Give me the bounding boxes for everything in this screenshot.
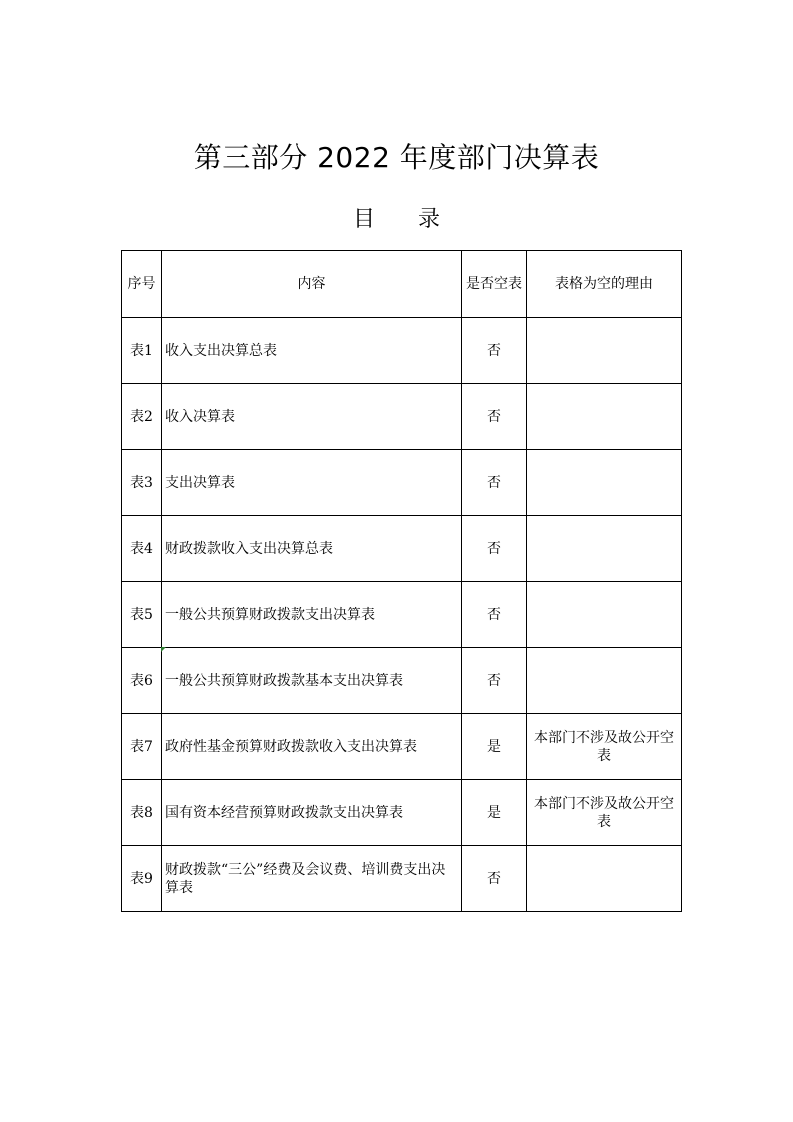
row-no: 表4 — [122, 516, 162, 582]
row-is-empty: 是 — [462, 780, 527, 846]
row-is-empty: 是 — [462, 714, 527, 780]
row-is-empty: 否 — [462, 516, 527, 582]
row-reason: 本部门不涉及故公开空表 — [527, 714, 682, 780]
row-no: 表8 — [122, 780, 162, 846]
table-row — [122, 384, 682, 450]
row-content: 一般公共预算财政拨款支出决算表 — [162, 582, 462, 648]
table-row — [122, 714, 682, 780]
row-reason — [527, 450, 682, 516]
row-content: 收入决算表 — [162, 384, 462, 450]
row-is-empty: 否 — [462, 450, 527, 516]
table-row — [122, 318, 682, 384]
table-row — [122, 780, 682, 846]
row-content: 财政拨款“三公”经费及会议费、培训费支出决算表 — [162, 846, 462, 912]
row-no: 表7 — [122, 714, 162, 780]
table-row — [122, 648, 682, 714]
row-is-empty: 否 — [462, 384, 527, 450]
table-row — [122, 516, 682, 582]
row-reason: 本部门不涉及故公开空表 — [527, 780, 682, 846]
header-reason: 表格为空的理由 — [527, 251, 682, 318]
page-title: 第三部分 2022 年度部门决算表 — [193, 141, 600, 174]
row-is-empty: 否 — [462, 648, 527, 714]
row-reason — [527, 582, 682, 648]
row-no: 表6 — [122, 648, 162, 714]
table-row — [122, 846, 682, 912]
row-no: 表2 — [122, 384, 162, 450]
row-no: 表9 — [122, 846, 162, 912]
header-is-empty: 是否空表 — [462, 251, 527, 318]
row-reason — [527, 318, 682, 384]
row-content: 财政拨款收入支出决算总表 — [162, 516, 462, 582]
row-content: 支出决算表 — [162, 450, 462, 516]
cell-marker-icon — [161, 647, 166, 652]
row-is-empty: 否 — [462, 846, 527, 912]
row-content: 一般公共预算财政拨款基本支出决算表 — [162, 648, 462, 714]
row-no: 表5 — [122, 582, 162, 648]
row-reason — [527, 846, 682, 912]
row-content: 收入支出决算总表 — [162, 318, 462, 384]
toc-title: 目 录 — [353, 207, 458, 232]
table-row — [122, 582, 682, 648]
table-header-row — [122, 251, 682, 318]
row-is-empty: 否 — [462, 582, 527, 648]
row-no: 表1 — [122, 318, 162, 384]
header-no: 序号 — [122, 251, 162, 318]
header-content: 内容 — [162, 251, 462, 318]
toc-table — [121, 250, 682, 912]
row-content: 政府性基金预算财政拨款收入支出决算表 — [162, 714, 462, 780]
row-reason — [527, 648, 682, 714]
row-is-empty: 否 — [462, 318, 527, 384]
row-no: 表3 — [122, 450, 162, 516]
row-reason — [527, 384, 682, 450]
row-content: 国有资本经营预算财政拨款支出决算表 — [162, 780, 462, 846]
table-row — [122, 450, 682, 516]
row-reason — [527, 516, 682, 582]
